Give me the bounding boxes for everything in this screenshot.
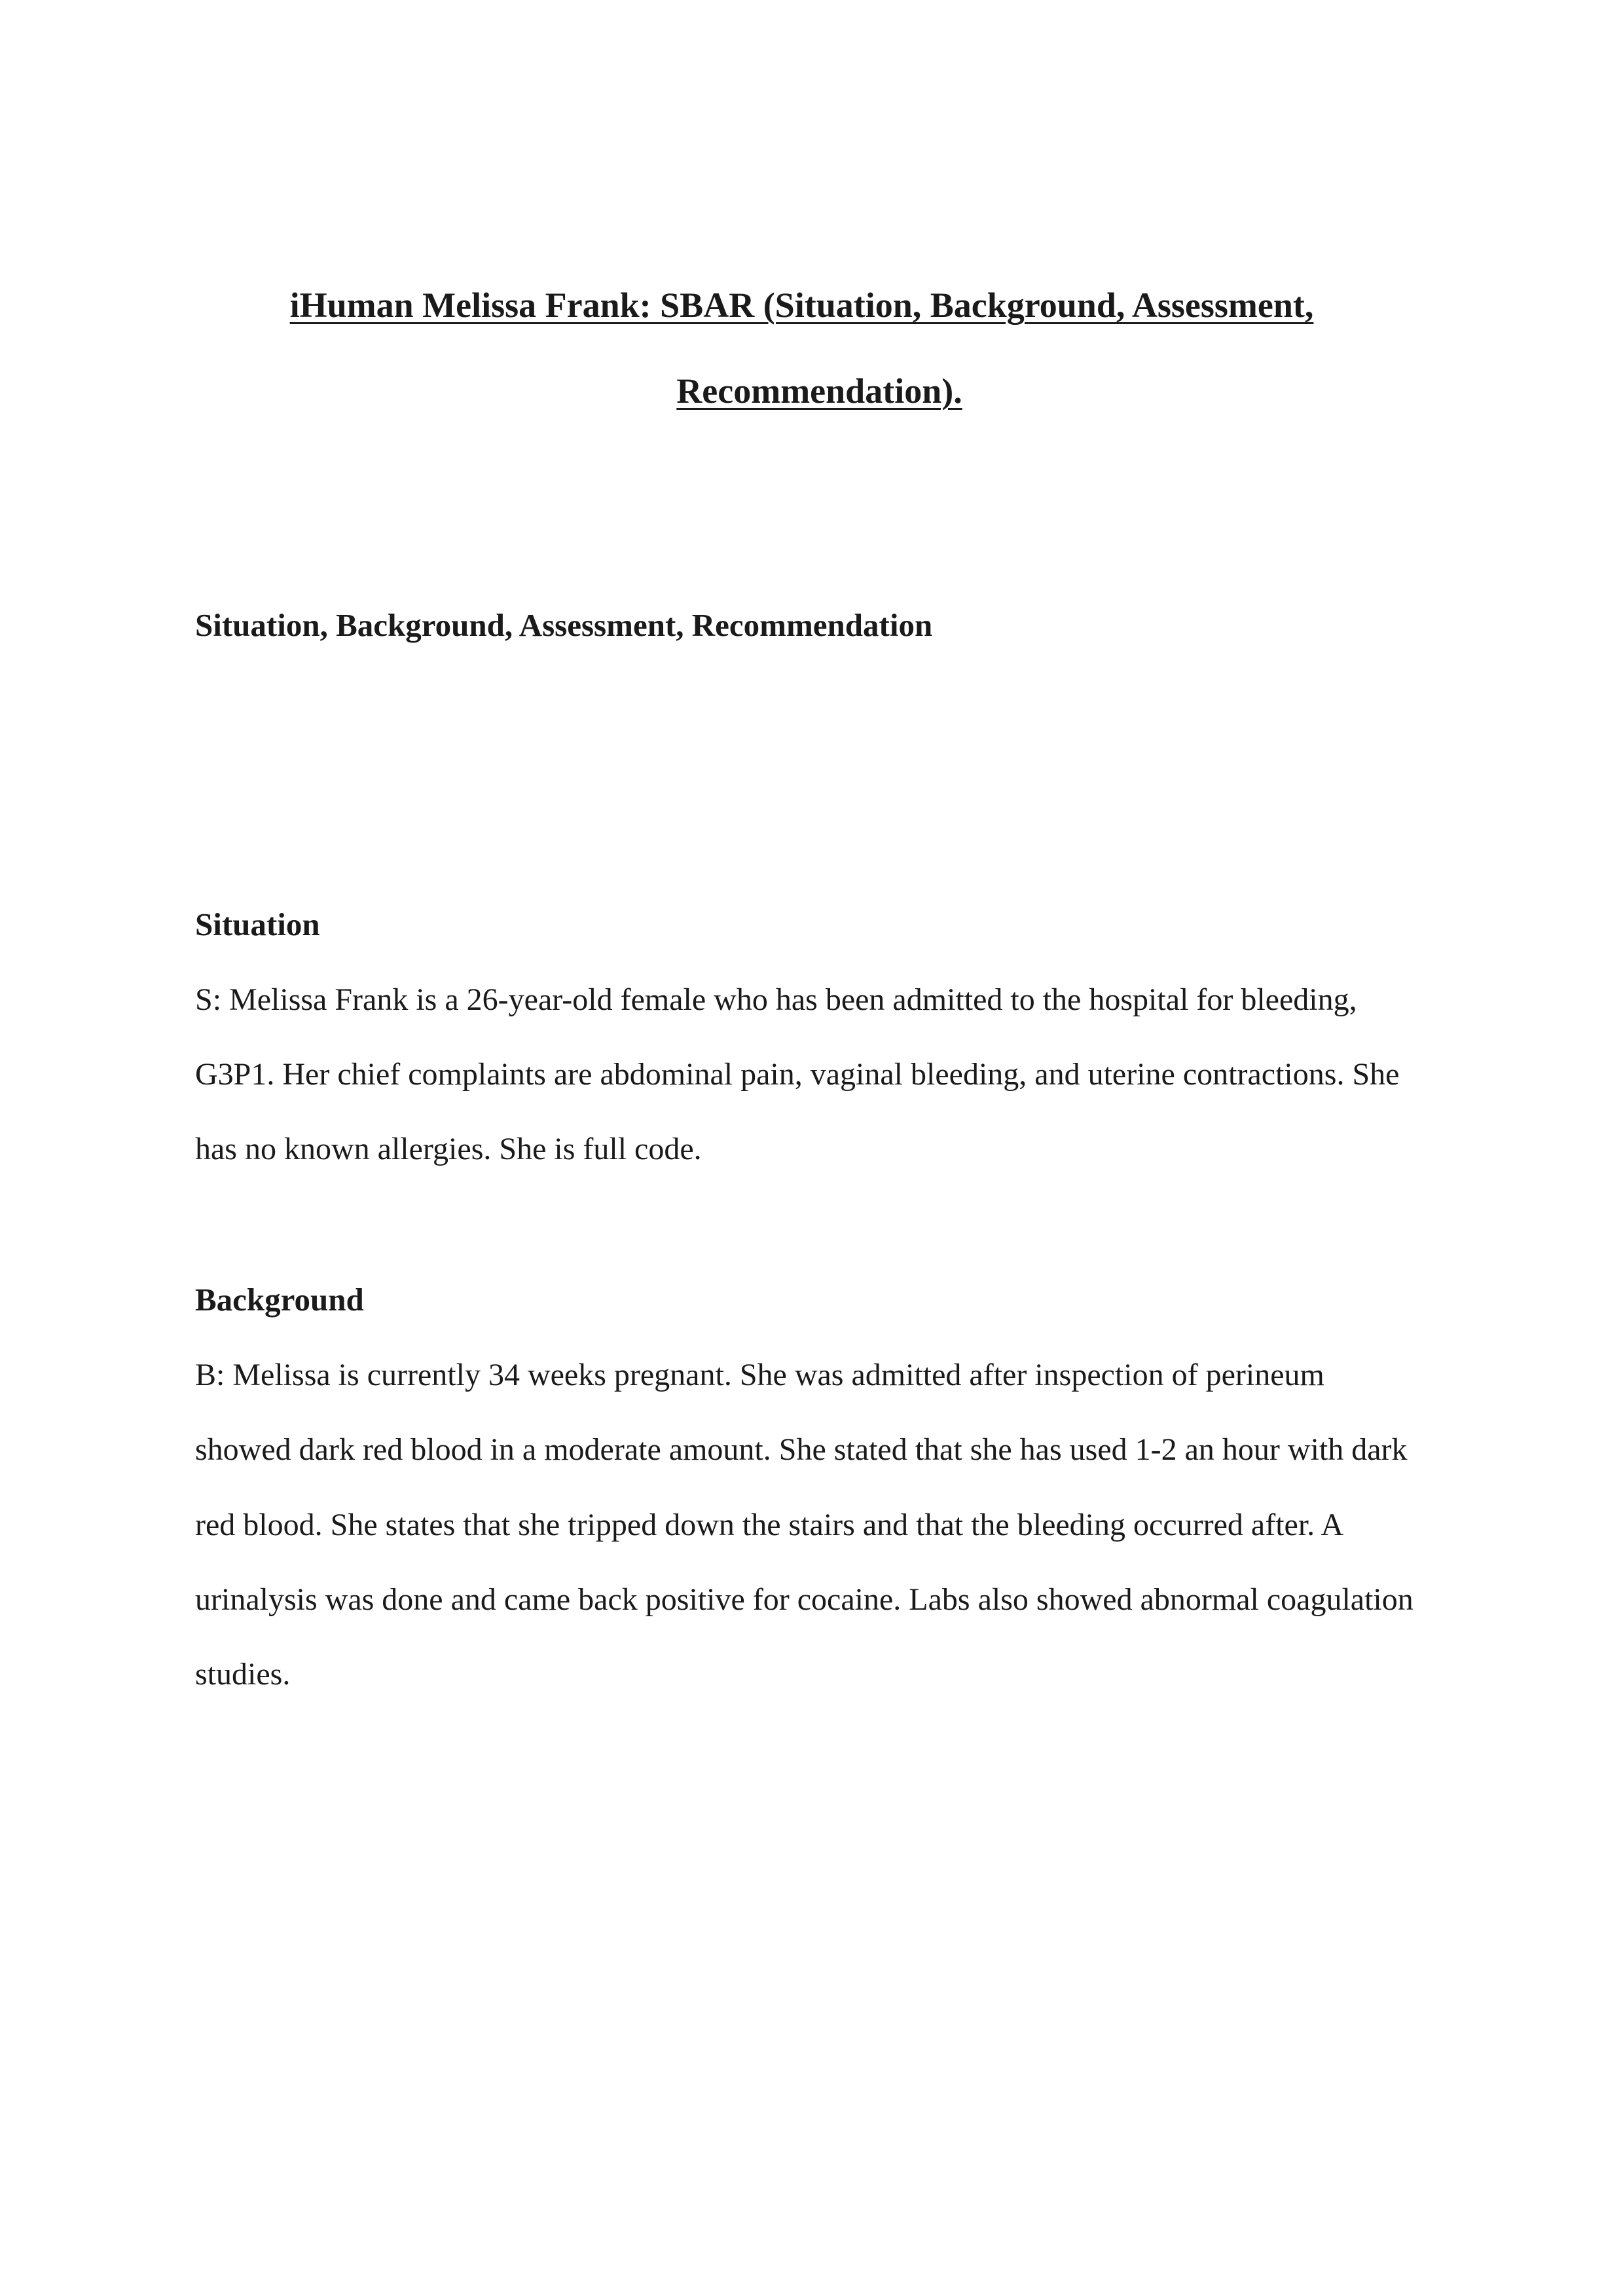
document-title-line-1: iHuman Melissa Frank: SBAR (Situation, Background, Assessment,	[289, 286, 1314, 325]
background-heading: Background	[195, 1282, 364, 1318]
situation-text-line: S: Melissa Frank is a 26-year-old female who has been admitted to the hospital for bleeding,	[195, 982, 1357, 1017]
background-text-line: showed dark red blood in a moderate amount. She stated that she has used 1-2 an hour with dark	[195, 1432, 1408, 1467]
background-text-line: red blood. She states that she tripped down the stairs and that the bleeding occurred after. A	[195, 1508, 1344, 1542]
situation-heading: Situation	[195, 906, 320, 942]
situation-text-line: G3P1. Her chief complaints are abdominal pain, vaginal bleeding, and uterine contractions. She	[195, 1057, 1400, 1092]
overview-heading: Situation, Background, Assessment, Recommendation	[195, 607, 933, 643]
background-text-line: urinalysis was done and came back positive for cocaine. Labs also showed abnormal coagulation	[195, 1582, 1413, 1617]
background-text-line: studies.	[195, 1657, 291, 1692]
situation-text-line: has no known allergies. She is full code.	[195, 1132, 702, 1166]
document-title-line-2: Recommendation).	[676, 371, 962, 411]
background-text-line: B: Melissa is currently 34 weeks pregnant. She was admitted after inspection of perineum	[195, 1358, 1324, 1392]
